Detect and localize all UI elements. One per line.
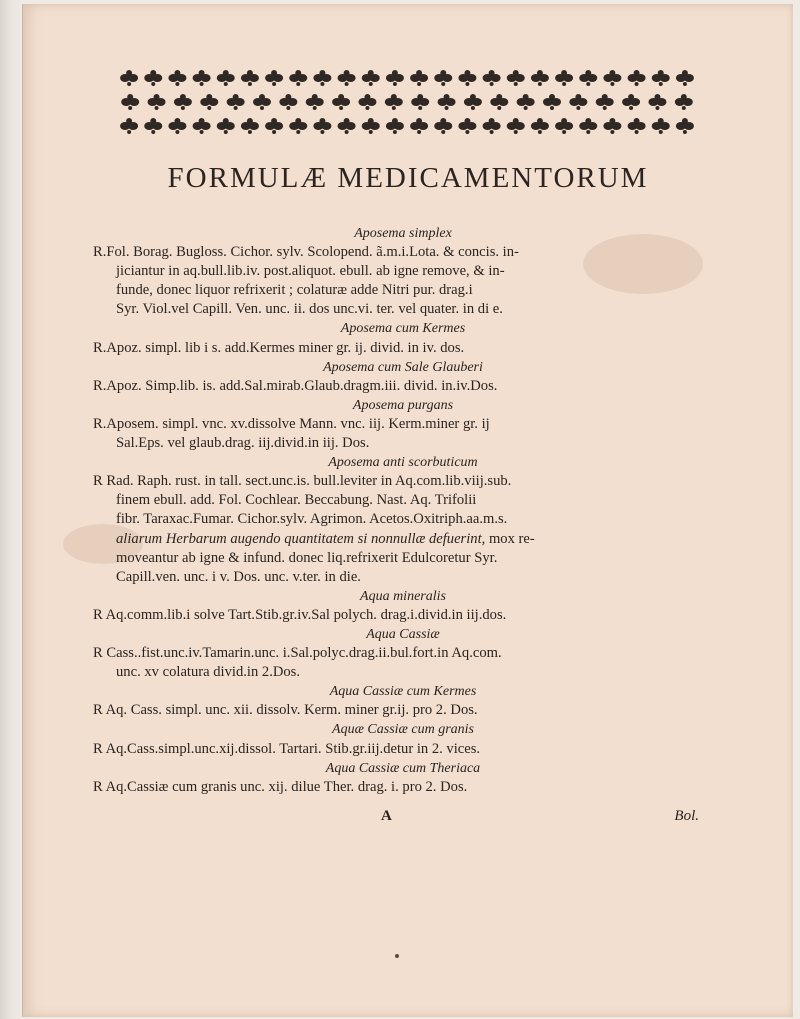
fleuron-glyph (344, 70, 350, 76)
fleuron-glyph (234, 106, 238, 110)
fleuron-glyph (659, 82, 663, 86)
text-line: Sal.Eps. vel glaub.drag. iij.divid.in iij. Dos. (116, 435, 370, 452)
fleuron-glyph (490, 130, 494, 134)
section-heading: Aqua Cassiæ cum Kermes (329, 684, 477, 700)
fleuron-glyph (365, 106, 369, 110)
fleuron-glyph (464, 70, 470, 76)
fleuron-glyph (416, 118, 422, 124)
fleuron-glyph (126, 70, 132, 76)
recipe-line: R.Aposem. simpl. vnc. xv.dissolve Mann. vnc. iij. Kerm.miner gr. ij (93, 415, 490, 432)
fleuron-glyph (199, 70, 205, 76)
recipe-line: R Aq.Cassiæ cum granis unc. xij. dilue Ther. drag. i. pro 2. Dos. (93, 778, 468, 795)
fleuron-glyph (470, 94, 476, 100)
fleuron-glyph (223, 70, 229, 76)
fleuron-glyph (440, 70, 446, 76)
fleuron-glyph (224, 130, 228, 134)
text-line: Capill.ven. unc. i v. Dos. unc. v.ter. in die. (116, 568, 361, 585)
fleuron-glyph (417, 82, 421, 86)
recipe-line: R Rad. Raph. rust. in tall. sect.unc.is. bull.leviter in Aq.com.lib.viij.sub. (93, 473, 512, 490)
paper-stain (583, 234, 703, 294)
page-footer (93, 802, 713, 822)
fleuron-glyph (393, 130, 397, 134)
fleuron-glyph (523, 94, 529, 100)
italic-phrase: aliarum Herbarum augendo quantitatem si nonnullæ defuerint, (116, 530, 486, 547)
fleuron-glyph (127, 94, 133, 100)
fleuron-glyph (247, 70, 253, 76)
fleuron-glyph (150, 70, 156, 76)
fleuron-glyph (392, 70, 398, 76)
text-line: unc. xv colatura divid.in 2.Dos. (116, 664, 301, 681)
fleuron-glyph (344, 118, 350, 124)
fleuron-glyph (320, 82, 324, 86)
fleuron-glyph (585, 70, 591, 76)
fleuron-glyph (654, 94, 660, 100)
fleuron-glyph (562, 82, 566, 86)
fleuron-glyph (151, 130, 155, 134)
fleuron-glyph (441, 130, 445, 134)
ink-speck (395, 954, 399, 958)
fleuron-glyph (295, 118, 301, 124)
fleuron-glyph (417, 94, 423, 100)
fleuron-glyph (128, 106, 132, 110)
section-heading: Aqua mineralis (360, 588, 446, 604)
fleuron-glyph (490, 82, 494, 86)
fleuron-glyph (207, 106, 211, 110)
fleuron-glyph (628, 94, 634, 100)
signature-mark: A (381, 808, 392, 824)
fleuron-glyph (537, 70, 543, 76)
fleuron-glyph (524, 106, 528, 110)
fleuron-glyph (175, 82, 179, 86)
fleuron-glyph (271, 118, 277, 124)
book-page (22, 4, 793, 1017)
fleuron-glyph (471, 106, 475, 110)
fleuron-glyph (635, 130, 639, 134)
fleuron-glyph (206, 94, 212, 100)
fleuron-glyph (514, 82, 518, 86)
fleuron-glyph (658, 70, 664, 76)
fleuron-glyph (549, 94, 555, 100)
text-segment: mox re- (485, 530, 535, 547)
fleuron-glyph (286, 106, 290, 110)
fleuron-glyph (497, 106, 501, 110)
fleuron-glyph (561, 118, 567, 124)
recipe-line: R Cass..fist.unc.iv.Tamarin.unc. i.Sal.polyc.drag.ii.bul.fort.in Aq.com. (93, 645, 502, 662)
fleuron-glyph (444, 94, 450, 100)
fleuron-glyph (175, 130, 179, 134)
fleuron-glyph (368, 70, 374, 76)
section-heading: Aqua Cassiæ cum Theriaca (325, 760, 481, 776)
fleuron-glyph (513, 118, 519, 124)
fleuron-glyph (369, 130, 373, 134)
fleuron-glyph (247, 118, 253, 124)
fleuron-glyph (200, 82, 204, 86)
fleuron-glyph (440, 118, 446, 124)
fleuron-glyph (364, 94, 370, 100)
text-line (93, 530, 713, 549)
text-line: Syr. Viol.vel Capill. Ven. unc. ii. dos unc.vi. ter. vel quater. in di e. (116, 301, 503, 318)
section-heading: Aposema purgans (352, 397, 454, 413)
section-heading: Aposema anti scorbuticum (328, 455, 478, 471)
fleuron-glyph (602, 94, 608, 100)
fleuron-glyph (233, 94, 239, 100)
fleuron-glyph (392, 118, 398, 124)
fleuron-glyph (391, 94, 397, 100)
fleuron-glyph (465, 130, 469, 134)
fleuron-glyph (683, 82, 687, 86)
text-line: moveantur ab igne & infund. donec liq.refrixerit Edulcoretur Syr. (116, 549, 498, 566)
fleuron-ornament-band (111, 64, 701, 144)
fleuron-glyph (489, 70, 495, 76)
fleuron-glyph (496, 94, 502, 100)
fleuron-glyph (441, 82, 445, 86)
fleuron-glyph (272, 130, 276, 134)
fleuron-glyph (174, 70, 180, 76)
fleuron-glyph (489, 118, 495, 124)
recipe-line: R.Fol. Borag. Bugloss. Cichor. sylv. Scolopend. ã.m.i.Lota. & concis. in- (93, 244, 519, 261)
fleuron-glyph (248, 82, 252, 86)
fleuron-glyph (550, 106, 554, 110)
fleuron-glyph (127, 82, 131, 86)
fleuron-glyph (313, 106, 317, 110)
fleuron-glyph (126, 118, 132, 124)
text-line: jiciantur in aq.bull.lib.iv. post.aliquot. ebull. ab igne remove, & in- (116, 263, 505, 280)
fleuron-glyph (338, 94, 344, 100)
fleuron-glyph (320, 130, 324, 134)
fleuron-glyph (538, 130, 542, 134)
recipe-line: R Aq.Cass.simpl.unc.xij.dissol. Tartari. Stib.gr.iij.detur in 2. vices. (93, 740, 481, 757)
fleuron-glyph (634, 70, 640, 76)
fleuron-glyph (200, 130, 204, 134)
fleuron-glyph (655, 106, 659, 110)
fleuron-glyph (154, 94, 160, 100)
fleuron-glyph (392, 106, 396, 110)
recipe-line: R.Apoz. Simp.lib. is. add.Sal.mirab.Glaub.dragm.iii. divid. in.iv.Dos. (93, 377, 498, 394)
text-line: fibr. Taraxac.Fumar. Cichor.sylv. Agrimon. Acetos.Oxitriph.aa.m.s. (116, 511, 508, 528)
fleuron-glyph (562, 130, 566, 134)
fleuron-glyph (416, 70, 422, 76)
text-line: funde, donec liquor refrixerit ; colaturæ adde Nitri pur. drag.i (116, 282, 473, 299)
formulae-text (93, 224, 713, 797)
fleuron-glyph (174, 118, 180, 124)
fleuron-glyph (296, 82, 300, 86)
fleuron-glyph (150, 118, 156, 124)
fleuron-glyph (682, 70, 688, 76)
fleuron-glyph (610, 130, 614, 134)
fleuron-glyph (634, 118, 640, 124)
fleuron-glyph (575, 94, 581, 100)
fleuron-glyph (339, 106, 343, 110)
fleuron-glyph (610, 82, 614, 86)
section-heading: Aposema cum Kermes (340, 321, 466, 337)
fleuron-glyph (319, 118, 325, 124)
fleuron-glyph (223, 118, 229, 124)
catchword: Bol. (674, 808, 699, 824)
fleuron-glyph (285, 94, 291, 100)
fleuron-glyph (248, 130, 252, 134)
fleuron-glyph (345, 82, 349, 86)
section-heading: Aqua Cassiæ (366, 626, 440, 642)
fleuron-glyph (537, 118, 543, 124)
fleuron-glyph (514, 130, 518, 134)
fleuron-glyph (603, 106, 607, 110)
fleuron-glyph (561, 70, 567, 76)
fleuron-glyph (538, 82, 542, 86)
fleuron-glyph (609, 118, 615, 124)
fleuron-glyph (393, 82, 397, 86)
fleuron-glyph (181, 106, 185, 110)
fleuron-glyph (151, 82, 155, 86)
fleuron-glyph (658, 118, 664, 124)
fleuron-glyph (369, 82, 373, 86)
fleuron-glyph (368, 118, 374, 124)
fleuron-glyph (683, 130, 687, 134)
fleuron-glyph (180, 94, 186, 100)
text-line: finem ebull. add. Fol. Cochlear. Beccabung. Nast. Aq. Trifolii (116, 492, 477, 509)
fleuron-glyph (319, 70, 325, 76)
section-heading: Aposema simplex (354, 226, 452, 241)
fleuron-glyph (682, 106, 686, 110)
section-heading: Aposema cum Sale Glauberi (323, 359, 483, 375)
fleuron-glyph (635, 82, 639, 86)
fleuron-glyph (609, 70, 615, 76)
page-title: FORMULÆ MEDICAMENTORUM (167, 162, 649, 194)
fleuron-glyph (629, 106, 633, 110)
fleuron-glyph (417, 130, 421, 134)
fleuron-glyph (576, 106, 580, 110)
recipe-line: R Aq.comm.lib.i solve Tart.Stib.gr.iv.Sal polych. drag.i.divid.in iij.dos. (93, 606, 507, 623)
fleuron-glyph (513, 70, 519, 76)
fleuron-glyph (312, 94, 318, 100)
paper-stain (63, 524, 143, 564)
fleuron-glyph (155, 106, 159, 110)
fleuron-glyph (586, 130, 590, 134)
fleuron-glyph (445, 106, 449, 110)
fleuron-glyph (295, 70, 301, 76)
recipe-line: R Aq. Cass. simpl. unc. xii. dissolv. Kerm. miner gr.ij. pro 2. Dos. (93, 702, 478, 719)
fleuron-glyph (224, 82, 228, 86)
fleuron-glyph (585, 118, 591, 124)
fleuron-glyph (586, 82, 590, 86)
fleuron-glyph (260, 106, 264, 110)
fleuron-glyph (127, 130, 131, 134)
fleuron-glyph (272, 82, 276, 86)
recipe-line: R.Apoz. simpl. lib i s. add.Kermes miner gr. ij. divid. in iv. dos. (93, 339, 465, 356)
fleuron-glyph (271, 70, 277, 76)
fleuron-glyph (345, 130, 349, 134)
fleuron-glyph (418, 106, 422, 110)
section-heading: Aquæ Cassiæ cum granis (332, 722, 474, 738)
fleuron-glyph (464, 118, 470, 124)
fleuron-glyph (682, 118, 688, 124)
fleuron-glyph (659, 130, 663, 134)
fleuron-glyph (296, 130, 300, 134)
fleuron-glyph (199, 118, 205, 124)
fleuron-glyph (465, 82, 469, 86)
fleuron-glyph (681, 94, 687, 100)
fleuron-glyph (259, 94, 265, 100)
